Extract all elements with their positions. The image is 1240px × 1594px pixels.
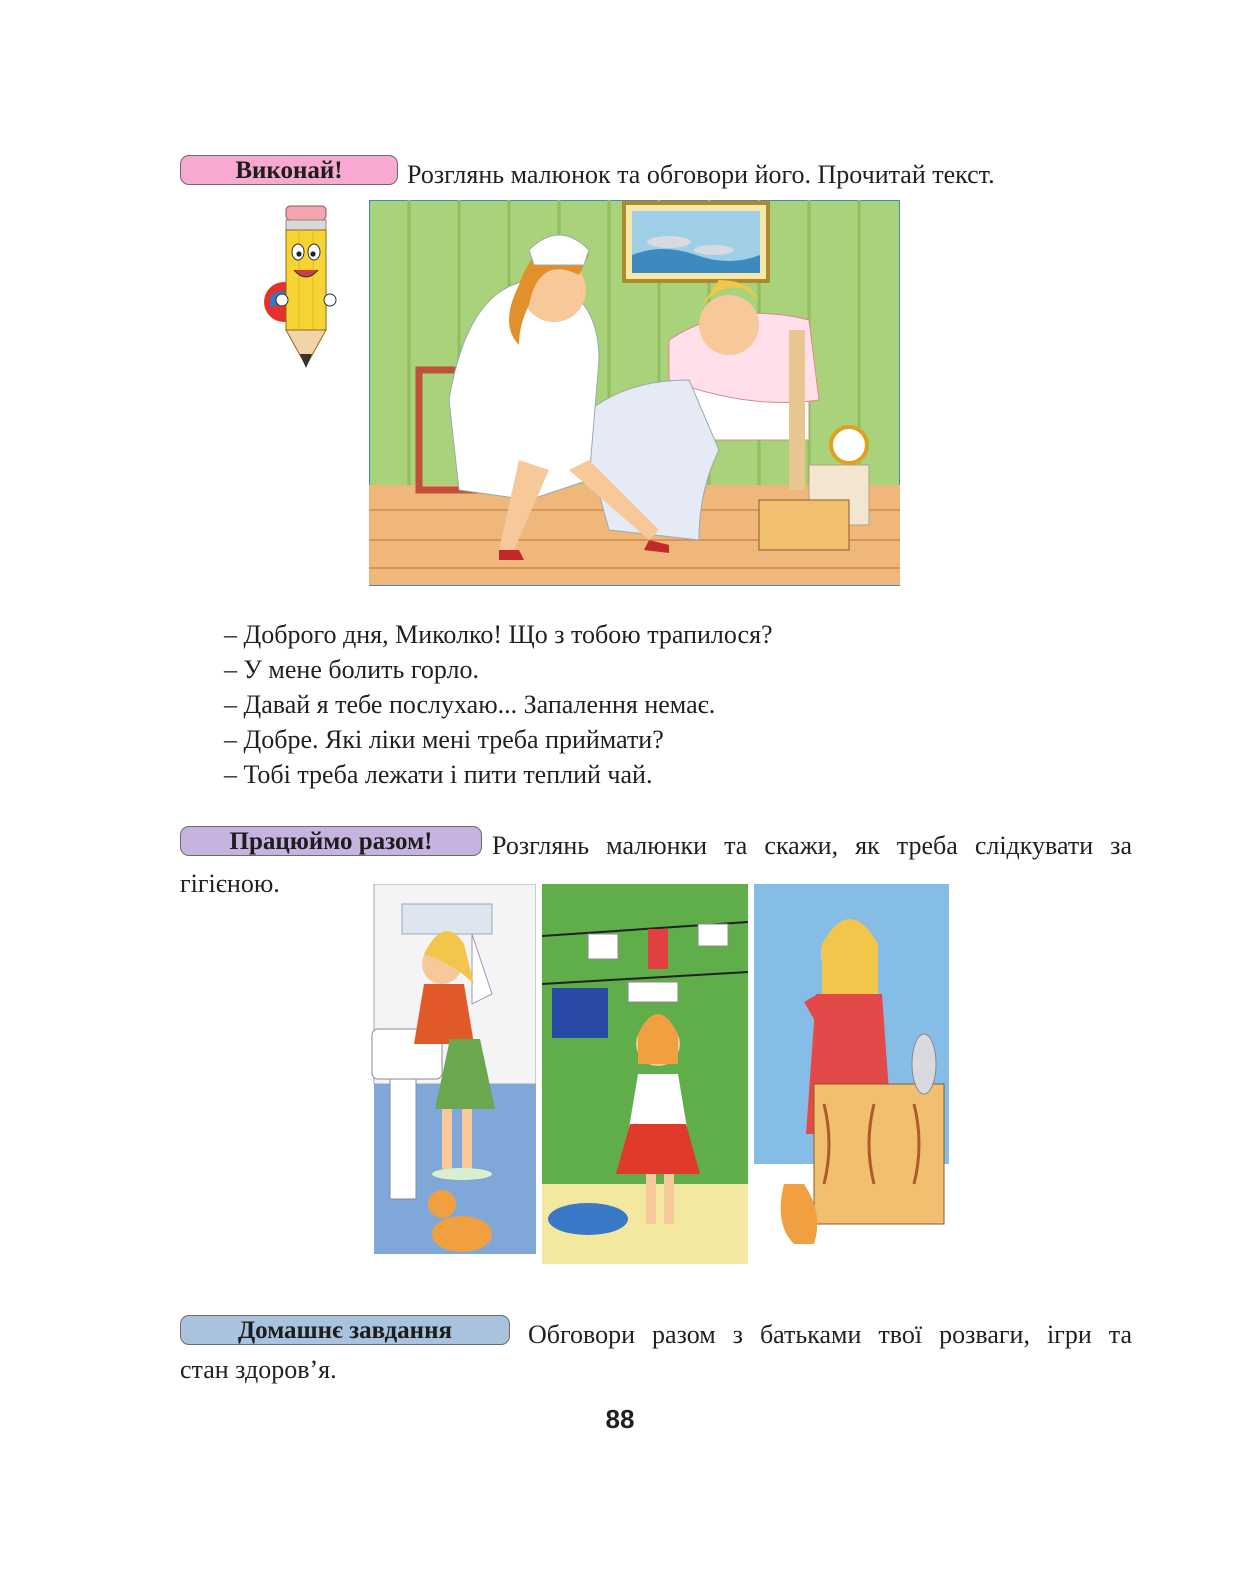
handwashing-illustration	[362, 884, 536, 1264]
task-badge-vykonai: Виконай!	[180, 155, 398, 185]
dialog-line: – У мене болить горло.	[224, 655, 479, 684]
task2-instruction-line2: гігієною.	[180, 869, 280, 898]
pencil-mascot-image	[262, 200, 344, 372]
hair-combing-illustration	[754, 884, 949, 1264]
dialog-line: – Доброго дня, Миколко! Що з тобою трапилося?	[224, 620, 773, 649]
task2-instruction-line1: Розглянь малюнки та скажи, як треба слідкувати за	[492, 831, 1132, 860]
dialog-line: – Добре. Які ліки мені треба приймати?	[224, 725, 664, 754]
task-badge-domashnie-zavdannia: Домашнє завдання	[180, 1315, 510, 1345]
dialog-lines	[224, 617, 773, 792]
dialog-line: – Тобі треба лежати і пити теплий чай.	[224, 760, 653, 789]
page-number: 88	[605, 1404, 635, 1434]
doctor-visit-illustration	[369, 200, 900, 586]
task1-instruction: Розглянь малюнок та обговори його. Прочитай текст.	[407, 160, 995, 189]
task3-instruction-line1: Обговори разом з батьками твої розваги, ігри та	[528, 1320, 1132, 1349]
task3-instruction-line2: стан здоров’я.	[180, 1355, 337, 1384]
dialog-line: – Давай я тебе послухаю... Запалення немає.	[224, 690, 716, 719]
task-badge-pratsiuimo-razom: Працюймо разом!	[180, 826, 482, 856]
laundry-illustration	[538, 884, 752, 1264]
